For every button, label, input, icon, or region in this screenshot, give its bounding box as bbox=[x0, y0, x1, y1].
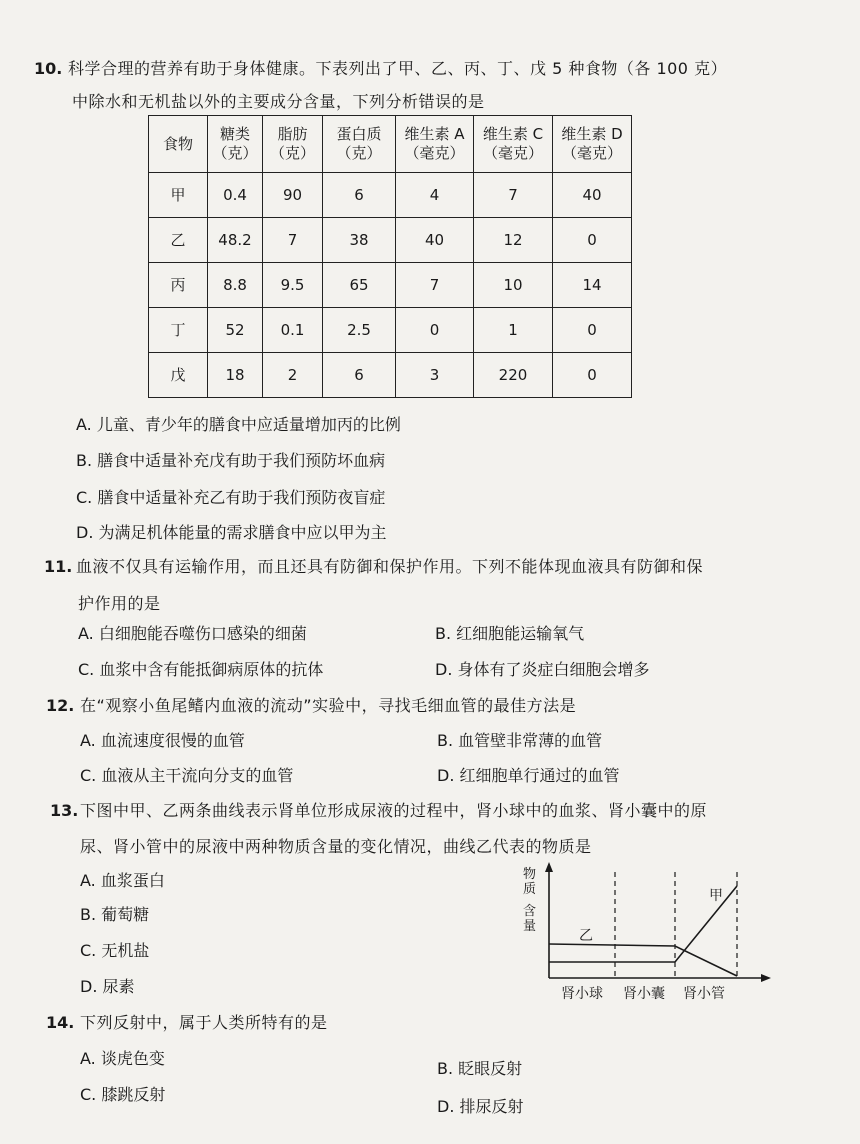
table-cell: 9.5 bbox=[263, 263, 323, 308]
table-cell: 7 bbox=[474, 173, 553, 218]
table-cell: 14 bbox=[553, 263, 632, 308]
section-label-glomerulus: 肾小球 bbox=[561, 986, 603, 1002]
question-13-option-b[interactable]: B. 葡萄糖 bbox=[80, 905, 150, 924]
table-cell: 38 bbox=[323, 218, 396, 263]
question-13-stem-line2: 尿、肾小管中的尿液中两种物质含量的变化情况，曲线乙代表的物质是 bbox=[80, 837, 592, 856]
table-cell: 0 bbox=[553, 308, 632, 353]
question-10-number: 10. bbox=[34, 59, 63, 78]
question-12-stem: 在“观察小鱼尾鳍内血液的流动”实验中，寻找毛细血管的最佳方法是 bbox=[80, 696, 577, 715]
question-11-stem-line1: 血液不仅具有运输作用，而且还具有防御和保护作用。下列不能体现血液具有防御和保 bbox=[76, 557, 704, 576]
table-cell: 0 bbox=[553, 353, 632, 398]
table-cell: 甲 bbox=[149, 173, 208, 218]
question-13-stem-line1: 下图中甲、乙两条曲线表示肾单位形成尿液的过程中，肾小球中的血浆、肾小囊中的原 bbox=[80, 801, 708, 820]
y-axis-label-char: 物 bbox=[523, 867, 537, 882]
question-12-option-b[interactable]: B. 血管壁非常薄的血管 bbox=[437, 731, 603, 750]
table-cell: 乙 bbox=[149, 218, 208, 263]
table-header-cell: 维生素 D （毫克） bbox=[553, 116, 632, 173]
table-header-cell: 脂肪 （克） bbox=[263, 116, 323, 173]
table-header-cell: 蛋白质 （克） bbox=[323, 116, 396, 173]
table-cell: 0 bbox=[396, 308, 474, 353]
table-row bbox=[149, 173, 632, 218]
question-13-number: 13. bbox=[50, 801, 79, 820]
question-12-option-a[interactable]: A. 血流速度很慢的血管 bbox=[80, 731, 245, 750]
table-cell: 2.5 bbox=[323, 308, 396, 353]
table-header-cell: 维生素 A （毫克） bbox=[396, 116, 474, 173]
table-cell: 90 bbox=[263, 173, 323, 218]
question-13-option-c[interactable]: C. 无机盐 bbox=[80, 941, 150, 960]
table-cell: 0.4 bbox=[208, 173, 263, 218]
table-cell: 7 bbox=[396, 263, 474, 308]
table-header-row bbox=[149, 116, 632, 173]
question-10-option-d[interactable]: D. 为满足机体能量的需求膳食中应以甲为主 bbox=[76, 523, 387, 542]
table-row bbox=[149, 308, 632, 353]
question-14-number: 14. bbox=[46, 1013, 75, 1032]
question-10-stem-line2: 中除水和无机盐以外的主要成分含量，下列分析错误的是 bbox=[72, 92, 485, 111]
table-row bbox=[149, 218, 632, 263]
question-14-stem: 下列反射中，属于人类所特有的是 bbox=[80, 1013, 328, 1032]
question-14-option-a[interactable]: A. 谈虎色变 bbox=[80, 1049, 165, 1068]
x-axis-arrow bbox=[761, 974, 771, 982]
table-cell: 48.2 bbox=[208, 218, 263, 263]
question-11-option-c[interactable]: C. 血浆中含有能抵御病原体的抗体 bbox=[78, 660, 324, 679]
table-cell: 0.1 bbox=[263, 308, 323, 353]
question-11-option-d[interactable]: D. 身体有了炎症白细胞会增多 bbox=[435, 660, 650, 679]
table-cell: 6 bbox=[323, 173, 396, 218]
question-13-option-d[interactable]: D. 尿素 bbox=[80, 977, 135, 996]
y-axis-label-char: 质 bbox=[523, 882, 537, 897]
table-header-cell: 糖类 （克） bbox=[208, 116, 263, 173]
table-cell: 220 bbox=[474, 353, 553, 398]
table-header-cell: 维生素 C （毫克） bbox=[474, 116, 553, 173]
question-13-option-a[interactable]: A. 血浆蛋白 bbox=[80, 871, 165, 890]
table-row bbox=[149, 263, 632, 308]
table-cell: 丙 bbox=[149, 263, 208, 308]
table-cell: 3 bbox=[396, 353, 474, 398]
y-axis-label-char: 含 bbox=[523, 904, 537, 919]
section-label-capsule: 肾小囊 bbox=[623, 986, 665, 1002]
kidney-substance-graph bbox=[515, 860, 785, 1010]
y-axis-arrow bbox=[545, 862, 553, 872]
table-cell: 40 bbox=[553, 173, 632, 218]
table-cell: 1 bbox=[474, 308, 553, 353]
question-14-option-c[interactable]: C. 膝跳反射 bbox=[80, 1085, 166, 1104]
table-cell: 40 bbox=[396, 218, 474, 263]
question-14-option-b[interactable]: B. 眨眼反射 bbox=[437, 1059, 523, 1078]
table-cell: 18 bbox=[208, 353, 263, 398]
table-cell: 65 bbox=[323, 263, 396, 308]
question-12-option-d[interactable]: D. 红细胞单行通过的血管 bbox=[437, 766, 620, 785]
question-10-option-a[interactable]: A. 儿童、青少年的膳食中应适量增加丙的比例 bbox=[76, 415, 401, 434]
table-cell: 0 bbox=[553, 218, 632, 263]
question-11-option-a[interactable]: A. 白细胞能吞噬伤口感染的细菌 bbox=[78, 624, 307, 643]
table-cell: 2 bbox=[263, 353, 323, 398]
section-label-tubule: 肾小管 bbox=[683, 986, 725, 1002]
table-row bbox=[149, 353, 632, 398]
table-cell: 12 bbox=[474, 218, 553, 263]
table-cell: 10 bbox=[474, 263, 553, 308]
table-cell: 戊 bbox=[149, 353, 208, 398]
table-header-cell: 食物 bbox=[149, 116, 208, 173]
question-11-number: 11. bbox=[44, 557, 73, 576]
question-11-option-b[interactable]: B. 红细胞能运输氧气 bbox=[435, 624, 585, 643]
question-12-number: 12. bbox=[46, 696, 75, 715]
question-10-option-c[interactable]: C. 膳食中适量补充乙有助于我们预防夜盲症 bbox=[76, 488, 386, 507]
table-cell: 8.8 bbox=[208, 263, 263, 308]
table-cell: 6 bbox=[323, 353, 396, 398]
table-cell: 4 bbox=[396, 173, 474, 218]
curve-jia-label: 甲 bbox=[709, 888, 723, 904]
table-cell: 7 bbox=[263, 218, 323, 263]
question-10-stem-line1: 科学合理的营养有助于身体健康。下表列出了甲、乙、丙、丁、戊 5 种食物（各 100 克） bbox=[68, 59, 728, 78]
question-14-option-d[interactable]: D. 排尿反射 bbox=[437, 1097, 524, 1116]
table-cell: 丁 bbox=[149, 308, 208, 353]
question-12-option-c[interactable]: C. 血液从主干流向分支的血管 bbox=[80, 766, 294, 785]
table-cell: 52 bbox=[208, 308, 263, 353]
curve-yi bbox=[549, 944, 737, 976]
question-11-stem-line2: 护作用的是 bbox=[78, 594, 161, 613]
nutrition-table bbox=[148, 115, 632, 398]
question-10-option-b[interactable]: B. 膳食中适量补充戊有助于我们预防坏血病 bbox=[76, 451, 386, 470]
curve-yi-label: 乙 bbox=[579, 928, 593, 944]
y-axis-label-char: 量 bbox=[523, 919, 537, 934]
